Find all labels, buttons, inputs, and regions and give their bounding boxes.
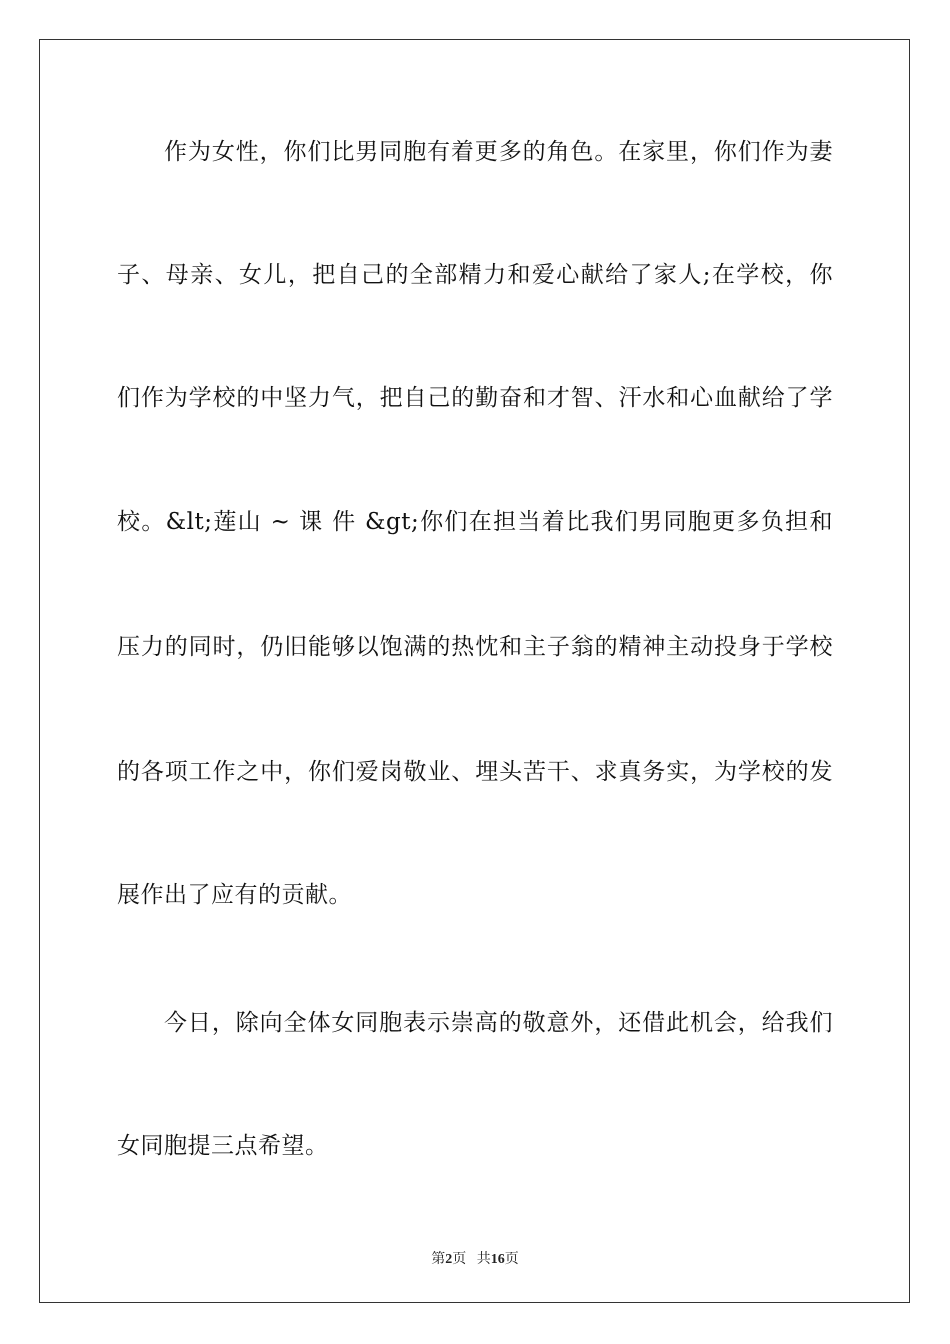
footer-total-suffix: 页 bbox=[504, 1252, 519, 1267]
paragraph-2-line-1: 今日，除向全体女同胞表示崇高的敬意外，还借此机会，给我们 bbox=[164, 1010, 833, 1036]
paragraph-1-line-4: 校。&lt;莲山 ~ 课 件 &gt;你们在担当着比我们男同胞更多负担和 bbox=[117, 509, 833, 535]
paragraph-1-line-1: 作为女性，你们比男同胞有着更多的角色。在家里，你们作为妻 bbox=[164, 139, 833, 165]
page-footer bbox=[0, 1248, 950, 1268]
paragraph-2-line-2: 女同胞提三点希望。 bbox=[117, 1133, 329, 1159]
footer-total-prefix: 共 bbox=[476, 1252, 491, 1267]
footer-page-number: 2 bbox=[445, 1252, 453, 1267]
paragraph-1-line-2: 子、母亲、女儿，把自己的全部精力和爱心献给了家人;在学校，你 bbox=[117, 262, 833, 288]
footer-prefix: 第 bbox=[431, 1252, 446, 1267]
paragraph-1-line-7: 展作出了应有的贡献。 bbox=[117, 882, 352, 908]
paragraph-1-line-5: 压力的同时，仍旧能够以饱满的热忱和主子翁的精神主动投身于学校 bbox=[117, 634, 833, 660]
paragraph-1-line-6: 的各项工作之中，你们爱岗敬业、埋头苦干、求真务实，为学校的发 bbox=[117, 759, 833, 785]
footer-total-pages: 16 bbox=[490, 1252, 505, 1267]
footer-page-suffix: 页 bbox=[452, 1252, 467, 1267]
paragraph-1-line-3: 们作为学校的中坚力气，把自己的勤奋和才智、汗水和心血献给了学 bbox=[117, 385, 833, 411]
